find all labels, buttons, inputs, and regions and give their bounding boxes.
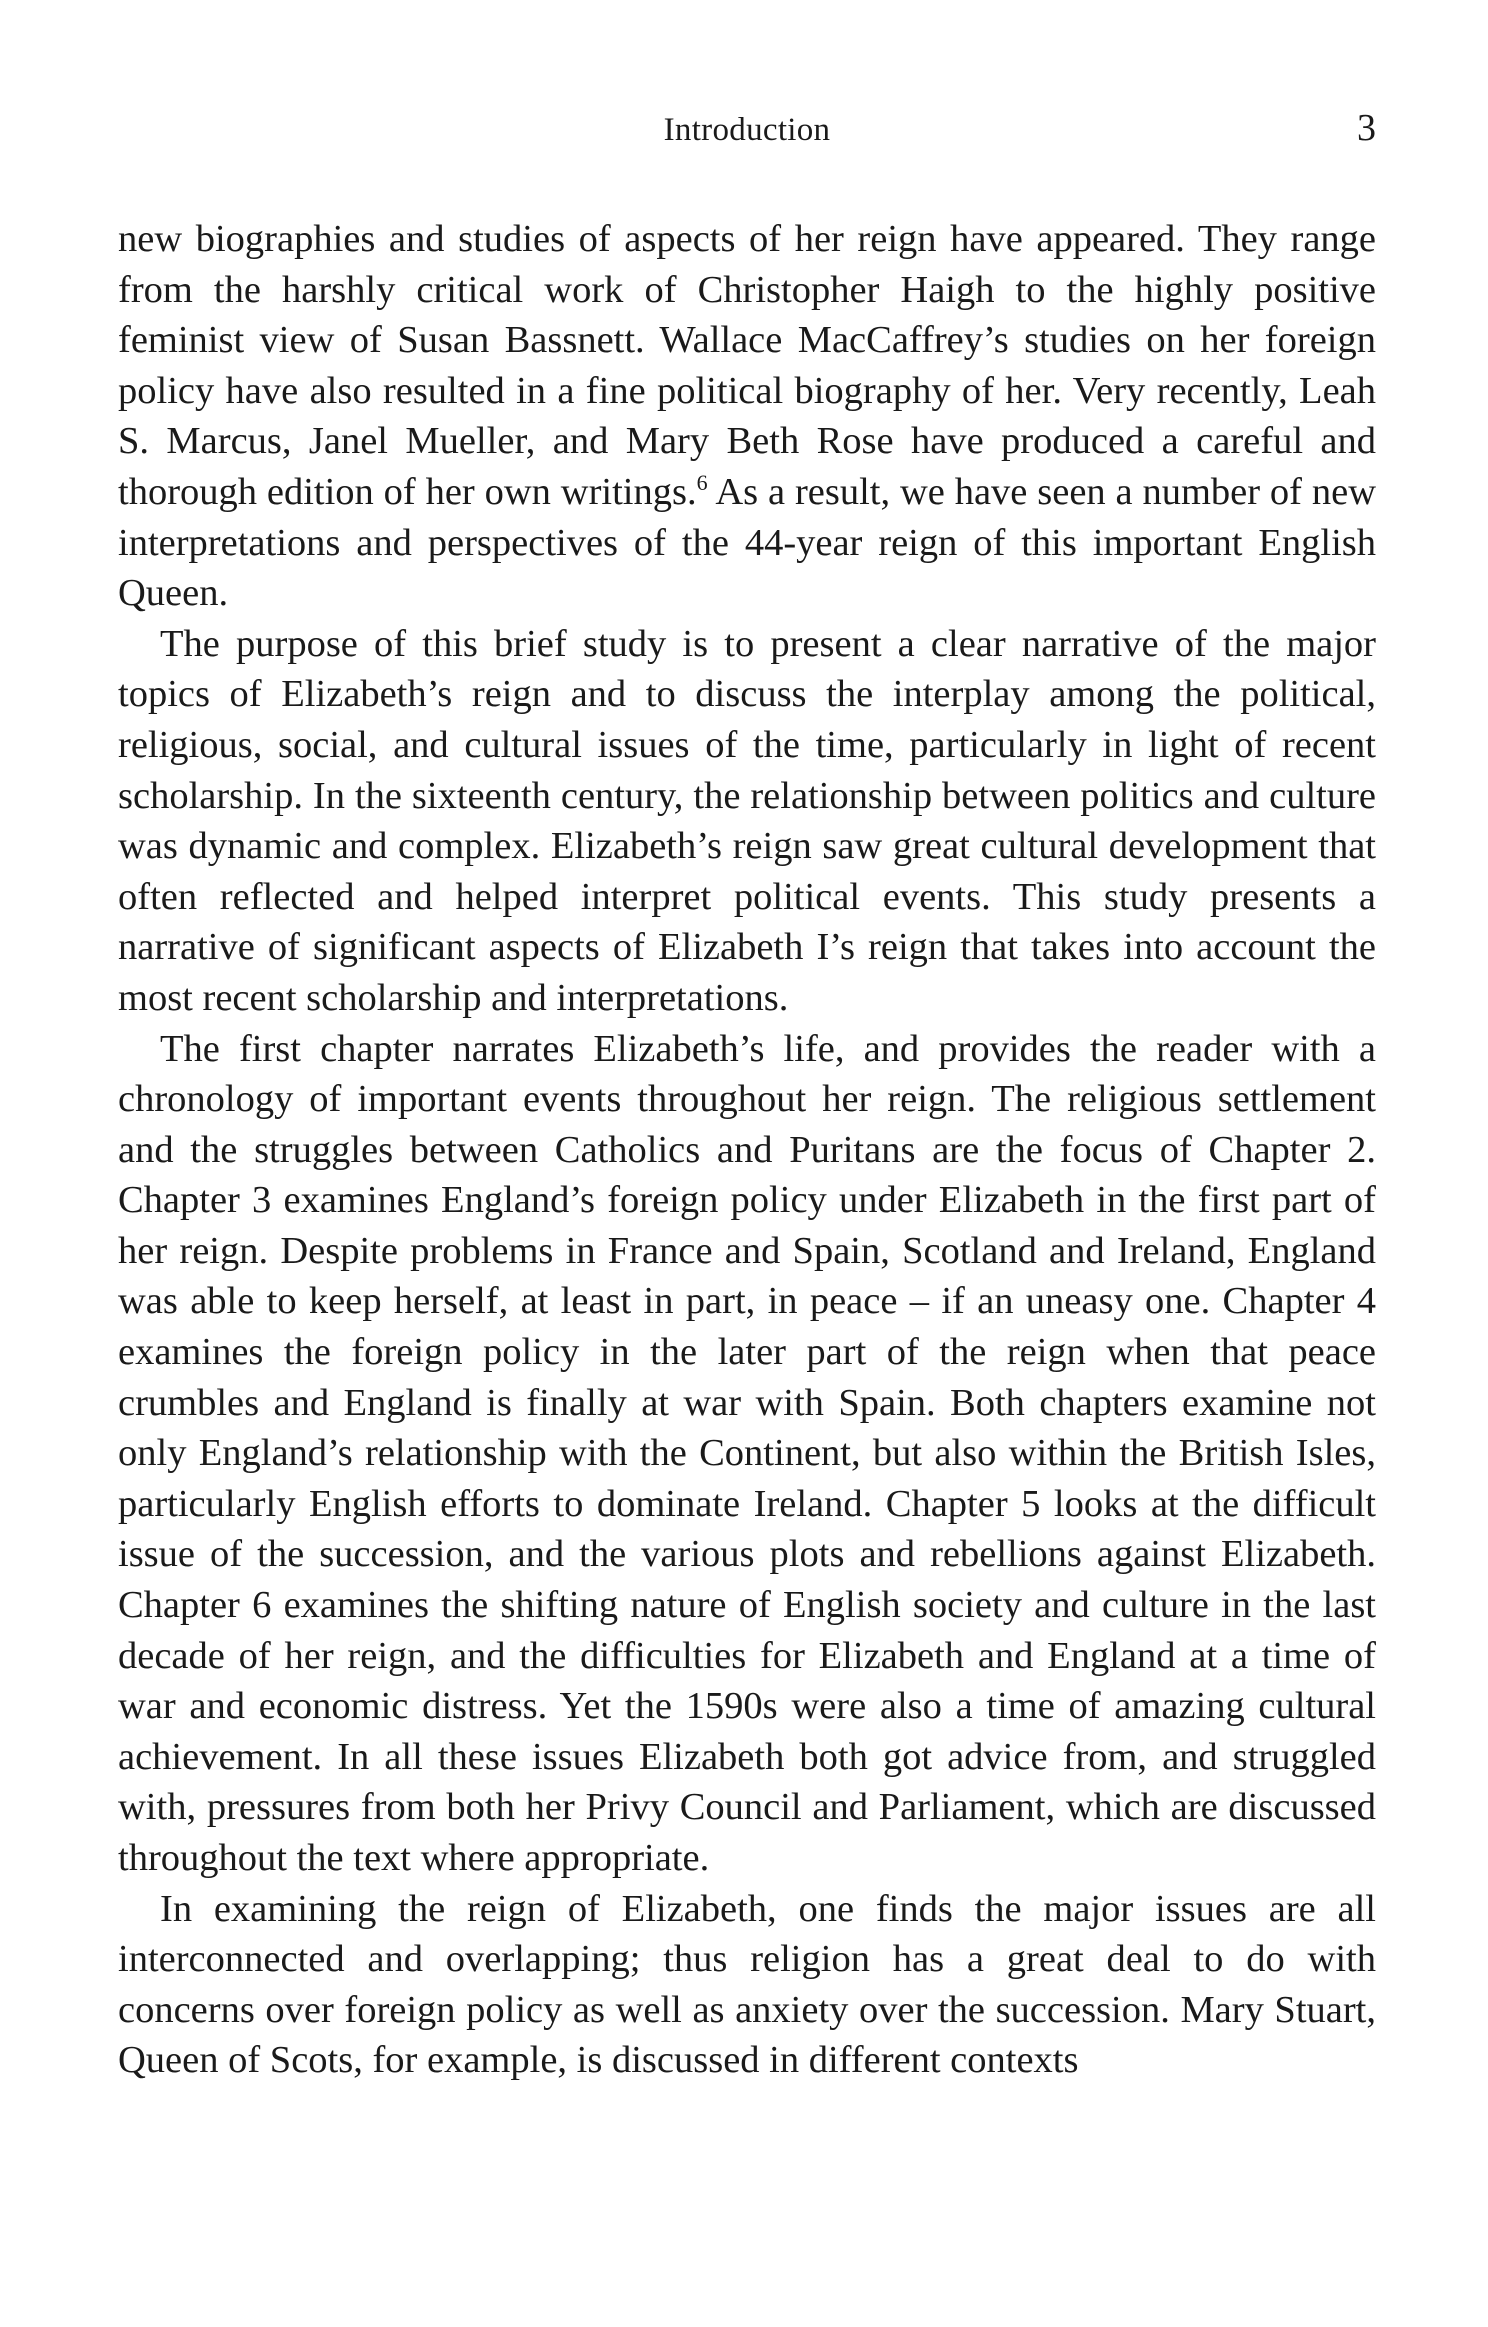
paragraph-1-text-continued: As a result, we have seen a number of new interpretations and perspectives of the 44-year reign of this important English Queen. (118, 470, 1376, 615)
paragraph-3: The first chapter narrates Elizabeth’s life, and provides the reader with a chronology of important events throughout her reign. The religious settlement and the struggles between Catholics and Puritans are the focus of Chapter 2. Chapter 3 examines England’s foreign policy under Elizabeth in the first part of her reign. Despite problems in France and Spain, Scotland and Ireland, England was able to keep herself, at least in part, in peace – if an uneasy one. Chapter 4 examines the foreign policy in the later part of the reign when that peace crumbles and England is finally at war with Spain. Both chapters examine not only England’s relationship with the Continent, but also within the British Isles, particularly English efforts to dominate Ireland. Chapter 5 looks at the difficult issue of the succession, and the various plots and rebellions against Elizabeth. Chapter 6 examines the shifting nature of English society and culture in the last decade of her reign, and the difficulties for Elizabeth and England at a time of war and economic distress. Yet the 1590s were also a time of amazing cultural achievement. In all these issues Elizabeth both got advice from, and struggled with, pressures from both her Privy Council and Parliament, which are discussed throughout the text where appropriate. (118, 1027, 1376, 1879)
paragraph-4: In examining the reign of Elizabeth, one finds the major issues are all interconnected and overlapping; thus religion has a great deal to do with concerns over foreign policy as well as anxiety over the succession. Mary Stuart, Queen of Scots, for example, is discussed in different contexts (118, 1887, 1376, 2082)
running-title: Introduction (663, 112, 831, 148)
paragraph-1-text: new biographies and studies of aspects of her reign have appeared. They range from the harshly critical work of Christopher Haigh to the highly positive feminist view of Susan Bassnett. Wallace MacCaffrey’s studies on her foreign policy have also resulted in a fine political biography of her. Very recently, Leah S. Marcus, Janel Mueller, and Mary Beth Rose have produced a careful and thorough edition of her own writings. (118, 218, 1376, 513)
paragraph-2: The purpose of this brief study is to present a clear narrative of the major topics of Elizabeth’s reign and to discuss the interplay among the political, religious, social, and cultural issues of the time, particularly in light of recent scholarship. In the sixteenth century, the relationship between politics and culture was dynamic and complex. Elizabeth’s reign saw great cultural development that often reflected and helped interpret political events. This study presents a narrative of significant aspects of Elizabeth I’s reign that takes into account the most recent scholarship and interpretations. (118, 622, 1376, 1019)
paragraph-1 (118, 214, 1376, 619)
body-text (118, 214, 1376, 2086)
running-head (118, 107, 1376, 162)
footnote-reference: 6 (696, 470, 708, 496)
page-number: 3 (1357, 107, 1376, 149)
